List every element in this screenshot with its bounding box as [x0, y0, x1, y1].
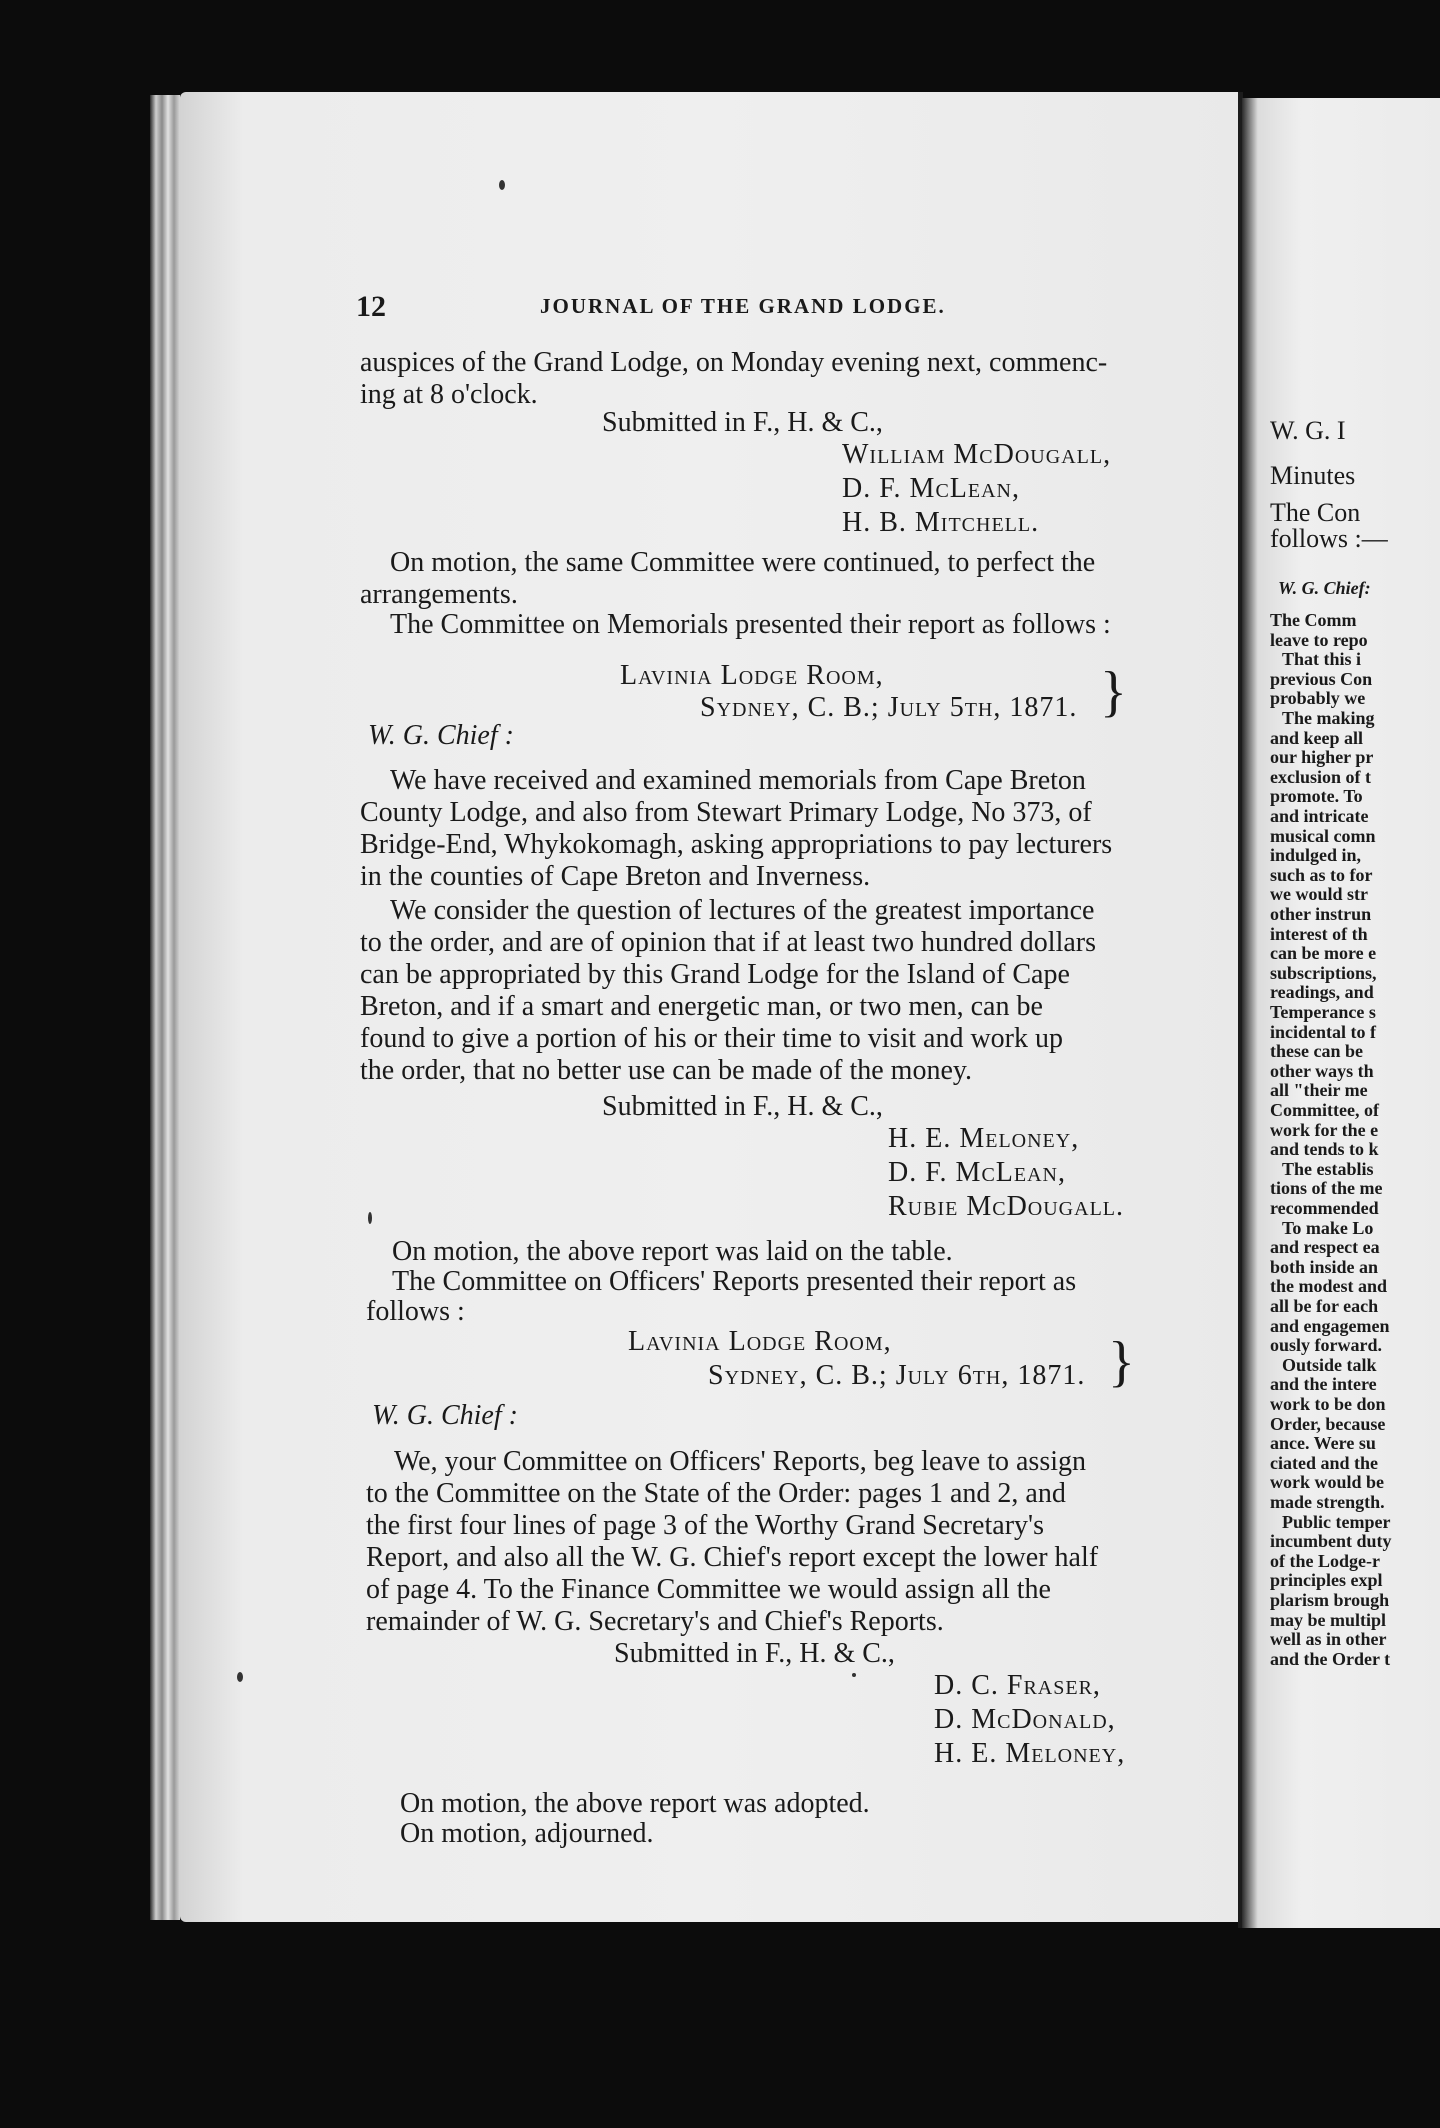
- signatory: D. McDonald,: [934, 1704, 1116, 1735]
- right-page-line: well as in other: [1270, 1629, 1387, 1650]
- right-page-line: The Comm: [1270, 610, 1357, 630]
- right-page-line: work for the e: [1270, 1119, 1379, 1140]
- right-page-line: and keep all: [1270, 727, 1364, 748]
- right-page-line: The establis: [1282, 1158, 1374, 1179]
- report-line: We, your Committee on Officers' Reports, beg leave to assign: [394, 1446, 1087, 1477]
- right-page-line: plarism brough: [1270, 1590, 1390, 1610]
- right-page-line: tions of the me: [1270, 1178, 1383, 1199]
- right-page-line: Minutes: [1270, 461, 1356, 490]
- signatory: D. C. Fraser,: [934, 1670, 1101, 1701]
- right-page-line: such as to for: [1270, 864, 1373, 885]
- right-page-partial: [1242, 98, 1440, 1928]
- right-page-line: both inside an: [1270, 1256, 1379, 1277]
- book-spine-edge: [150, 95, 180, 1920]
- right-page-line: musical comn: [1270, 825, 1376, 846]
- right-page-line: other ways th: [1270, 1060, 1374, 1081]
- memorials-intro: The Committee on Memorials presented their report as follows :: [390, 609, 1111, 640]
- right-page-line: and intricate: [1270, 806, 1369, 826]
- right-page-line: the modest and: [1270, 1276, 1388, 1297]
- running-header: JOURNAL OF THE GRAND LODGE.: [540, 294, 946, 318]
- closing-text: On motion, the above report was adopted.: [400, 1788, 870, 1819]
- right-page-line: Outside talk: [1282, 1354, 1377, 1375]
- right-page-line: ciated and the: [1270, 1452, 1378, 1473]
- right-page-line: indulged in,: [1270, 845, 1362, 866]
- ink-speck: [852, 1673, 856, 1677]
- right-page-line: promote. To: [1270, 786, 1363, 807]
- report-line: in the counties of Cape Breton and Inverness.: [360, 861, 871, 892]
- right-page-line: Temperance s: [1270, 1002, 1376, 1022]
- officers-intro: follows :: [366, 1296, 465, 1327]
- signatory: H. B. Mitchell.: [842, 507, 1040, 538]
- right-page-line: work to be don: [1270, 1394, 1386, 1414]
- place-line: Lavinia Lodge Room,: [620, 660, 884, 691]
- submitted-line: Submitted in F., H. & C.,: [602, 1091, 883, 1122]
- text-line: ing at 8 o'clock.: [360, 379, 538, 410]
- report-line: We consider the question of lectures of the greatest importance: [390, 895, 1095, 926]
- right-page-line: principles expl: [1270, 1570, 1383, 1591]
- report-line: Breton, and if a smart and energetic man, or two men, can be: [360, 991, 1043, 1022]
- ink-speck: [368, 1212, 372, 1224]
- right-page-line: probably we: [1270, 688, 1366, 709]
- report-line: We have received and examined memorials from Cape Breton: [390, 765, 1086, 796]
- right-page-line: we would str: [1270, 884, 1368, 905]
- ink-speck: [237, 1672, 243, 1682]
- signatory: Rubie McDougall.: [888, 1191, 1124, 1222]
- signatory: William McDougall,: [842, 439, 1112, 470]
- signatory: D. F. McLean,: [888, 1157, 1066, 1188]
- right-page-line: follows :—: [1270, 524, 1388, 553]
- right-page-line: That this i: [1282, 649, 1362, 670]
- closing-text: On motion, adjourned.: [400, 1818, 654, 1849]
- right-page-line: subscriptions,: [1270, 962, 1377, 983]
- date-line: Sydney, C. B.; July 5th, 1871.: [700, 692, 1078, 723]
- report-line: can be appropriated by this Grand Lodge for the Island of Cape: [360, 959, 1070, 990]
- right-page-line: exclusion of t: [1270, 766, 1371, 787]
- salutation: W. G. Chief :: [368, 720, 514, 751]
- right-page-line: W. G. I: [1270, 416, 1346, 445]
- right-page-salutation: W. G. Chief:: [1278, 578, 1371, 598]
- right-page-line: interest of th: [1270, 923, 1368, 944]
- report-line: the first four lines of page 3 of the Worthy Grand Secretary's: [366, 1510, 1044, 1541]
- report-line: to the Committee on the State of the Order: pages 1 and 2, and: [366, 1478, 1066, 1509]
- report-line: Bridge-End, Whykokomagh, asking appropriations to pay lecturers: [360, 829, 1113, 860]
- salutation: W. G. Chief :: [372, 1400, 518, 1431]
- right-page-line: made strength.: [1270, 1492, 1385, 1512]
- right-page-line: can be more e: [1270, 943, 1377, 964]
- right-page-line: all be for each: [1270, 1296, 1379, 1316]
- right-page-line: To make Lo: [1282, 1217, 1374, 1238]
- signatory: H. E. Meloney,: [934, 1738, 1126, 1769]
- submitted-line: Submitted in F., H. & C.,: [614, 1638, 895, 1669]
- right-page-line: and respect ea: [1270, 1237, 1380, 1258]
- right-page-line: ance. Were su: [1270, 1433, 1376, 1454]
- brace-glyph: }: [1108, 1331, 1135, 1393]
- report-line: to the order, and are of opinion that if at least two hundred dollars: [360, 927, 1096, 958]
- text-line: auspices of the Grand Lodge, on Monday evening next, commenc-: [360, 347, 1108, 378]
- report-line: the order, that no better use can be made of the money.: [360, 1055, 973, 1086]
- right-page-line: and the Order t: [1270, 1648, 1391, 1669]
- motion-text: On motion, the above report was laid on the table.: [392, 1236, 953, 1267]
- report-line: County Lodge, and also from Stewart Primary Lodge, No 373, of: [360, 797, 1092, 828]
- report-line: remainder of W. G. Secretary's and Chief's Reports.: [366, 1606, 944, 1637]
- right-page-line: work would be: [1270, 1472, 1385, 1493]
- right-page-line: of the Lodge-r: [1270, 1550, 1380, 1571]
- right-page-line: The Con: [1270, 498, 1361, 527]
- date-line: Sydney, C. B.; July 6th, 1871.: [708, 1360, 1086, 1391]
- report-line: found to give a portion of his or their time to visit and work up: [360, 1023, 1064, 1054]
- page-number: 12: [356, 290, 386, 323]
- right-page-line: leave to repo: [1270, 629, 1368, 650]
- right-page-line: other instrun: [1270, 904, 1372, 924]
- right-page-line: readings, and: [1270, 982, 1374, 1003]
- right-page-line: previous Con: [1270, 668, 1373, 689]
- ink-speck: [499, 180, 505, 190]
- right-page-line: Order, because: [1270, 1413, 1386, 1434]
- right-page-line: and engagemen: [1270, 1315, 1390, 1336]
- motion-text: On motion, the same Committee were continued, to perfect the: [390, 547, 1096, 578]
- brace-glyph: }: [1100, 661, 1127, 723]
- right-page-line: incumbent duty: [1270, 1531, 1392, 1552]
- right-page-line: The making: [1282, 708, 1375, 728]
- right-page-line: ously forward.: [1270, 1335, 1382, 1356]
- place-line: Lavinia Lodge Room,: [628, 1326, 892, 1357]
- report-line: Report, and also all the W. G. Chief's report except the lower half: [366, 1542, 1099, 1573]
- submitted-line: Submitted in F., H. & C.,: [602, 407, 883, 438]
- right-page-line: Committee, of: [1270, 1100, 1379, 1120]
- right-page-line: and the intere: [1270, 1374, 1377, 1395]
- motion-text: arrangements.: [360, 579, 518, 610]
- right-page-line: all "their me: [1270, 1080, 1368, 1101]
- right-page-line: recommended: [1270, 1198, 1379, 1218]
- right-page-line: our higher pr: [1270, 747, 1374, 768]
- right-page-line: Public temper: [1282, 1511, 1391, 1532]
- right-page-line: incidental to f: [1270, 1021, 1376, 1042]
- right-page-line: and tends to k: [1270, 1139, 1379, 1160]
- report-line: of page 4. To the Finance Committee we would assign all the: [366, 1574, 1051, 1605]
- signatory: D. F. McLean,: [842, 473, 1020, 504]
- right-page-line: may be multipl: [1270, 1609, 1387, 1630]
- signatory: H. E. Meloney,: [888, 1123, 1080, 1154]
- right-page-line: these can be: [1270, 1041, 1363, 1062]
- officers-intro: The Committee on Officers' Reports presented their report as: [392, 1266, 1077, 1297]
